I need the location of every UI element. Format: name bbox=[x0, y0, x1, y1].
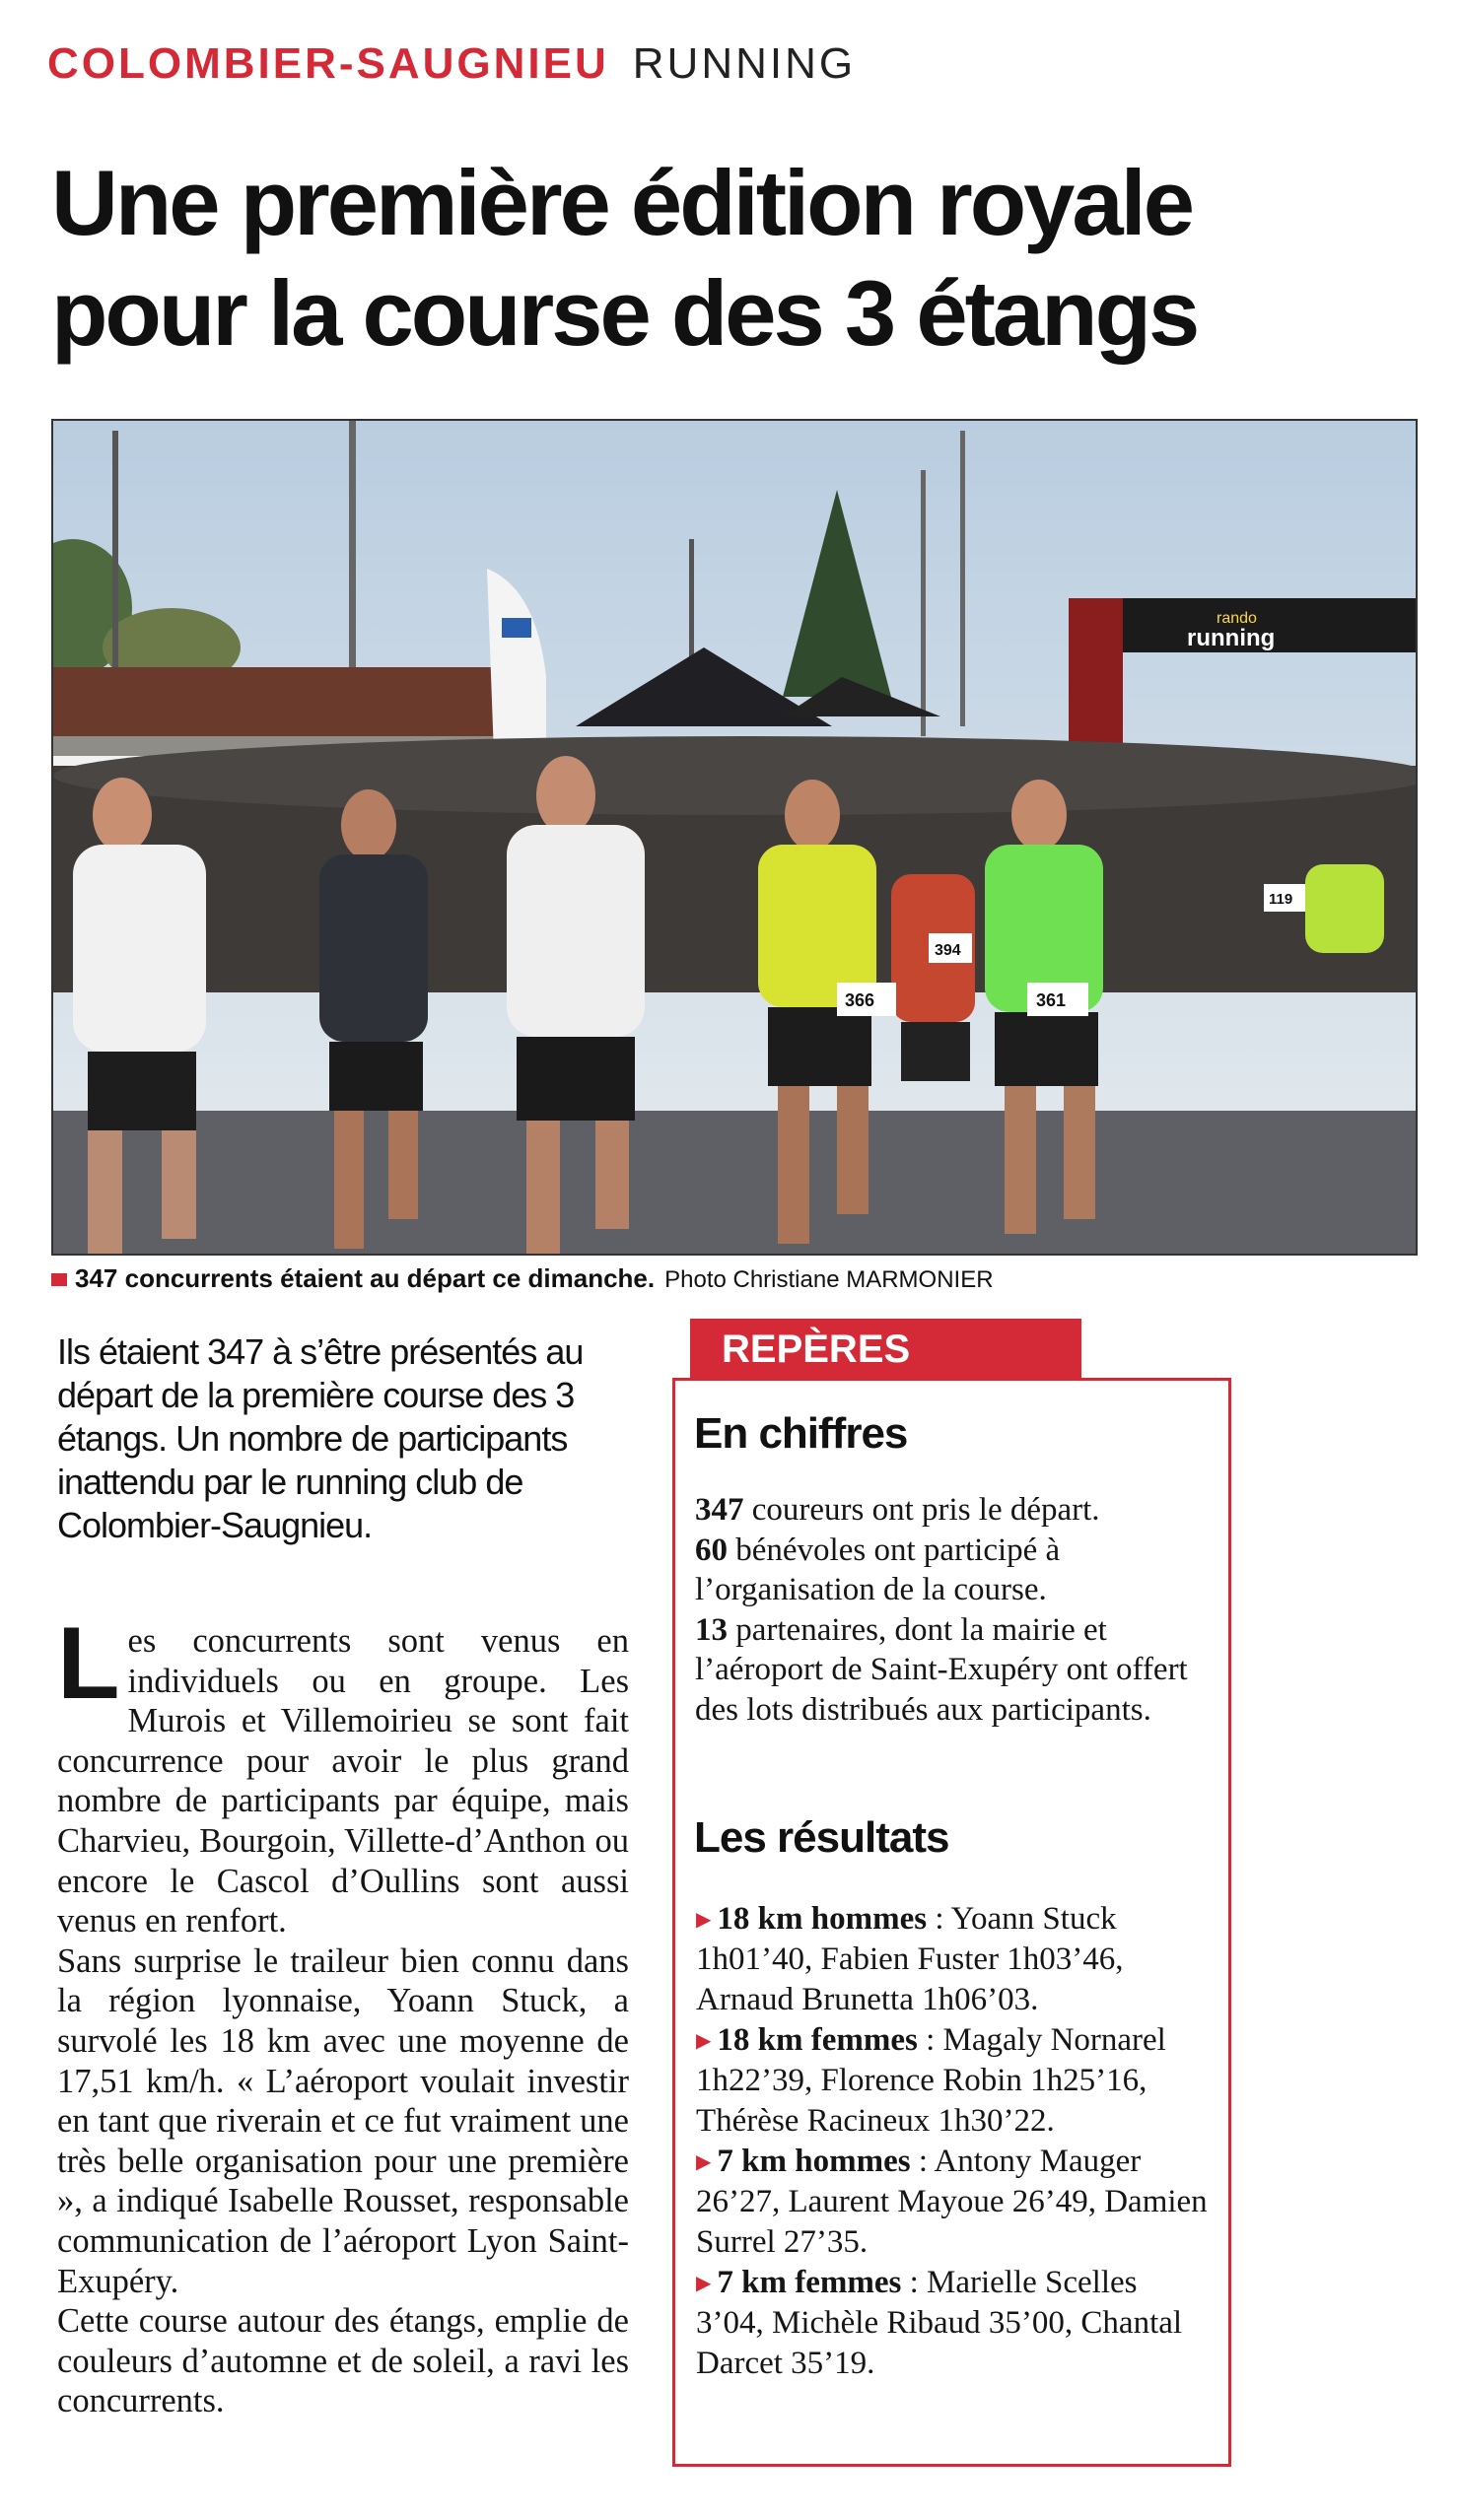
result-text: : Antony Mauger 26’27, Laurent Mayoue 26’49, Damien Surrel 27’35. bbox=[696, 2144, 1208, 2260]
drop-cap: L bbox=[57, 1606, 120, 1721]
result-text: : Yoann Stuck 1h01’40, Fabien Fuster 1h03’46, Arnaud Brunetta 1h06’03. bbox=[696, 1901, 1124, 2017]
caption-text: 347 concurrents étaient au départ ce dimanche. bbox=[75, 1263, 656, 1293]
results-title: Les résultats bbox=[694, 1813, 949, 1862]
triangle-bullet-icon: ▶ bbox=[696, 2149, 712, 2173]
headline bbox=[51, 148, 1431, 369]
race-start-photo bbox=[51, 419, 1418, 1256]
kicker bbox=[47, 39, 856, 89]
article-body bbox=[57, 1606, 629, 2421]
headline-line-2: pour la course des 3 étangs bbox=[51, 261, 1198, 365]
arch-banner-line-1: rando bbox=[1217, 610, 1257, 627]
headline-line-1: Une première édition royale bbox=[51, 151, 1193, 254]
figure-number: 13 bbox=[695, 1611, 728, 1648]
bib-label: 119 bbox=[1269, 891, 1293, 908]
figure-text: partenaires, dont la mairie et l’aéroport de Saint-Exupéry ont offert des lots distribués aux participants. bbox=[695, 1611, 1188, 1728]
result-category: 7 km hommes bbox=[717, 2144, 911, 2179]
result-category: 7 km femmes bbox=[717, 2265, 902, 2300]
result-item bbox=[696, 2142, 1209, 2263]
result-text: : Marielle Scelles 3’04, Michèle Ribaud 35’00, Chantal Darcet 35’19. bbox=[696, 2265, 1183, 2381]
result-item bbox=[696, 2020, 1209, 2142]
reperes-tab: REPÈRES bbox=[690, 1319, 1081, 1380]
figure-item bbox=[695, 1531, 1208, 1610]
body-paragraph-1-text: es concurrents sont venus en individuels ou en groupe. Les Murois et Villemoirieu se sont fait concurrence pour avoir le plus grand nombre de participants par équipe, mais Charvieu, Bourgoin, Villette-d’Anthon ou encore le Cascol d’Oullins sont aussi venus en renfort. bbox=[57, 1622, 629, 1941]
location-label: COLOMBIER-SAUGNIEU bbox=[47, 39, 609, 88]
runner-red bbox=[891, 874, 975, 1081]
bib-label: 366 bbox=[845, 990, 875, 1010]
figure-number: 347 bbox=[695, 1492, 744, 1528]
caption-square-icon bbox=[51, 1273, 67, 1286]
results-list bbox=[696, 1899, 1209, 2384]
result-text: : Magaly Nornarel 1h22’39, Florence Robin 1h25’16, Thérèse Racineux 1h30’22. bbox=[696, 2022, 1166, 2139]
triangle-bullet-icon: ▶ bbox=[696, 2028, 712, 2052]
result-item bbox=[696, 1899, 1209, 2020]
body-paragraph-3: Cette course autour des étangs, emplie de couleurs d’automne et de soleil, a ravi les concurrents. bbox=[57, 2302, 629, 2420]
result-item bbox=[696, 2263, 1209, 2384]
arch-banner-line-2: running bbox=[1187, 625, 1276, 651]
photo-credit: Photo Christiane MARMONIER bbox=[664, 1266, 994, 1293]
figure-item bbox=[695, 1610, 1208, 1731]
result-category: 18 km hommes bbox=[717, 1901, 928, 1937]
runner-lime-right bbox=[1305, 864, 1384, 953]
figures-list bbox=[695, 1490, 1208, 1730]
bib-label: 361 bbox=[1036, 990, 1067, 1010]
body-paragraph-2: Sans surprise le traileur bien connu dans la région lyonnaise, Yoann Stuck, a survolé les 18 km avec une moyenne de 17,51 km/h. « L’aéroport voulait investir en tant que riverain et ce fut vraiment une très belle organisation pour une première », a indiqué Isabelle Rousset, responsable communication de l’aéroport Lyon Saint-Exupéry. bbox=[57, 1941, 629, 2300]
triangle-bullet-icon: ▶ bbox=[696, 2271, 712, 2294]
result-category: 18 km femmes bbox=[717, 2022, 918, 2058]
figure-item bbox=[695, 1490, 1208, 1531]
figure-number: 60 bbox=[695, 1532, 728, 1568]
photo-caption bbox=[51, 1263, 994, 1294]
body-paragraph-1 bbox=[57, 1606, 629, 1941]
race-photo-illustration bbox=[53, 421, 1416, 1254]
rubric-label: RUNNING bbox=[632, 39, 857, 88]
figures-title: En chiffres bbox=[694, 1409, 908, 1458]
article-lead: Ils étaient 347 à s’être présentés au départ de la première course des 3 étangs. Un nombre de participants inattendu par le running club de Colombier-Saugnieu. bbox=[57, 1331, 584, 1545]
figure-text: coureurs ont pris le départ. bbox=[743, 1492, 1100, 1528]
bib-label: 394 bbox=[935, 942, 961, 959]
figure-text: bénévoles ont participé à l’organisation de la course. bbox=[695, 1532, 1061, 1607]
triangle-bullet-icon: ▶ bbox=[696, 1907, 712, 1931]
